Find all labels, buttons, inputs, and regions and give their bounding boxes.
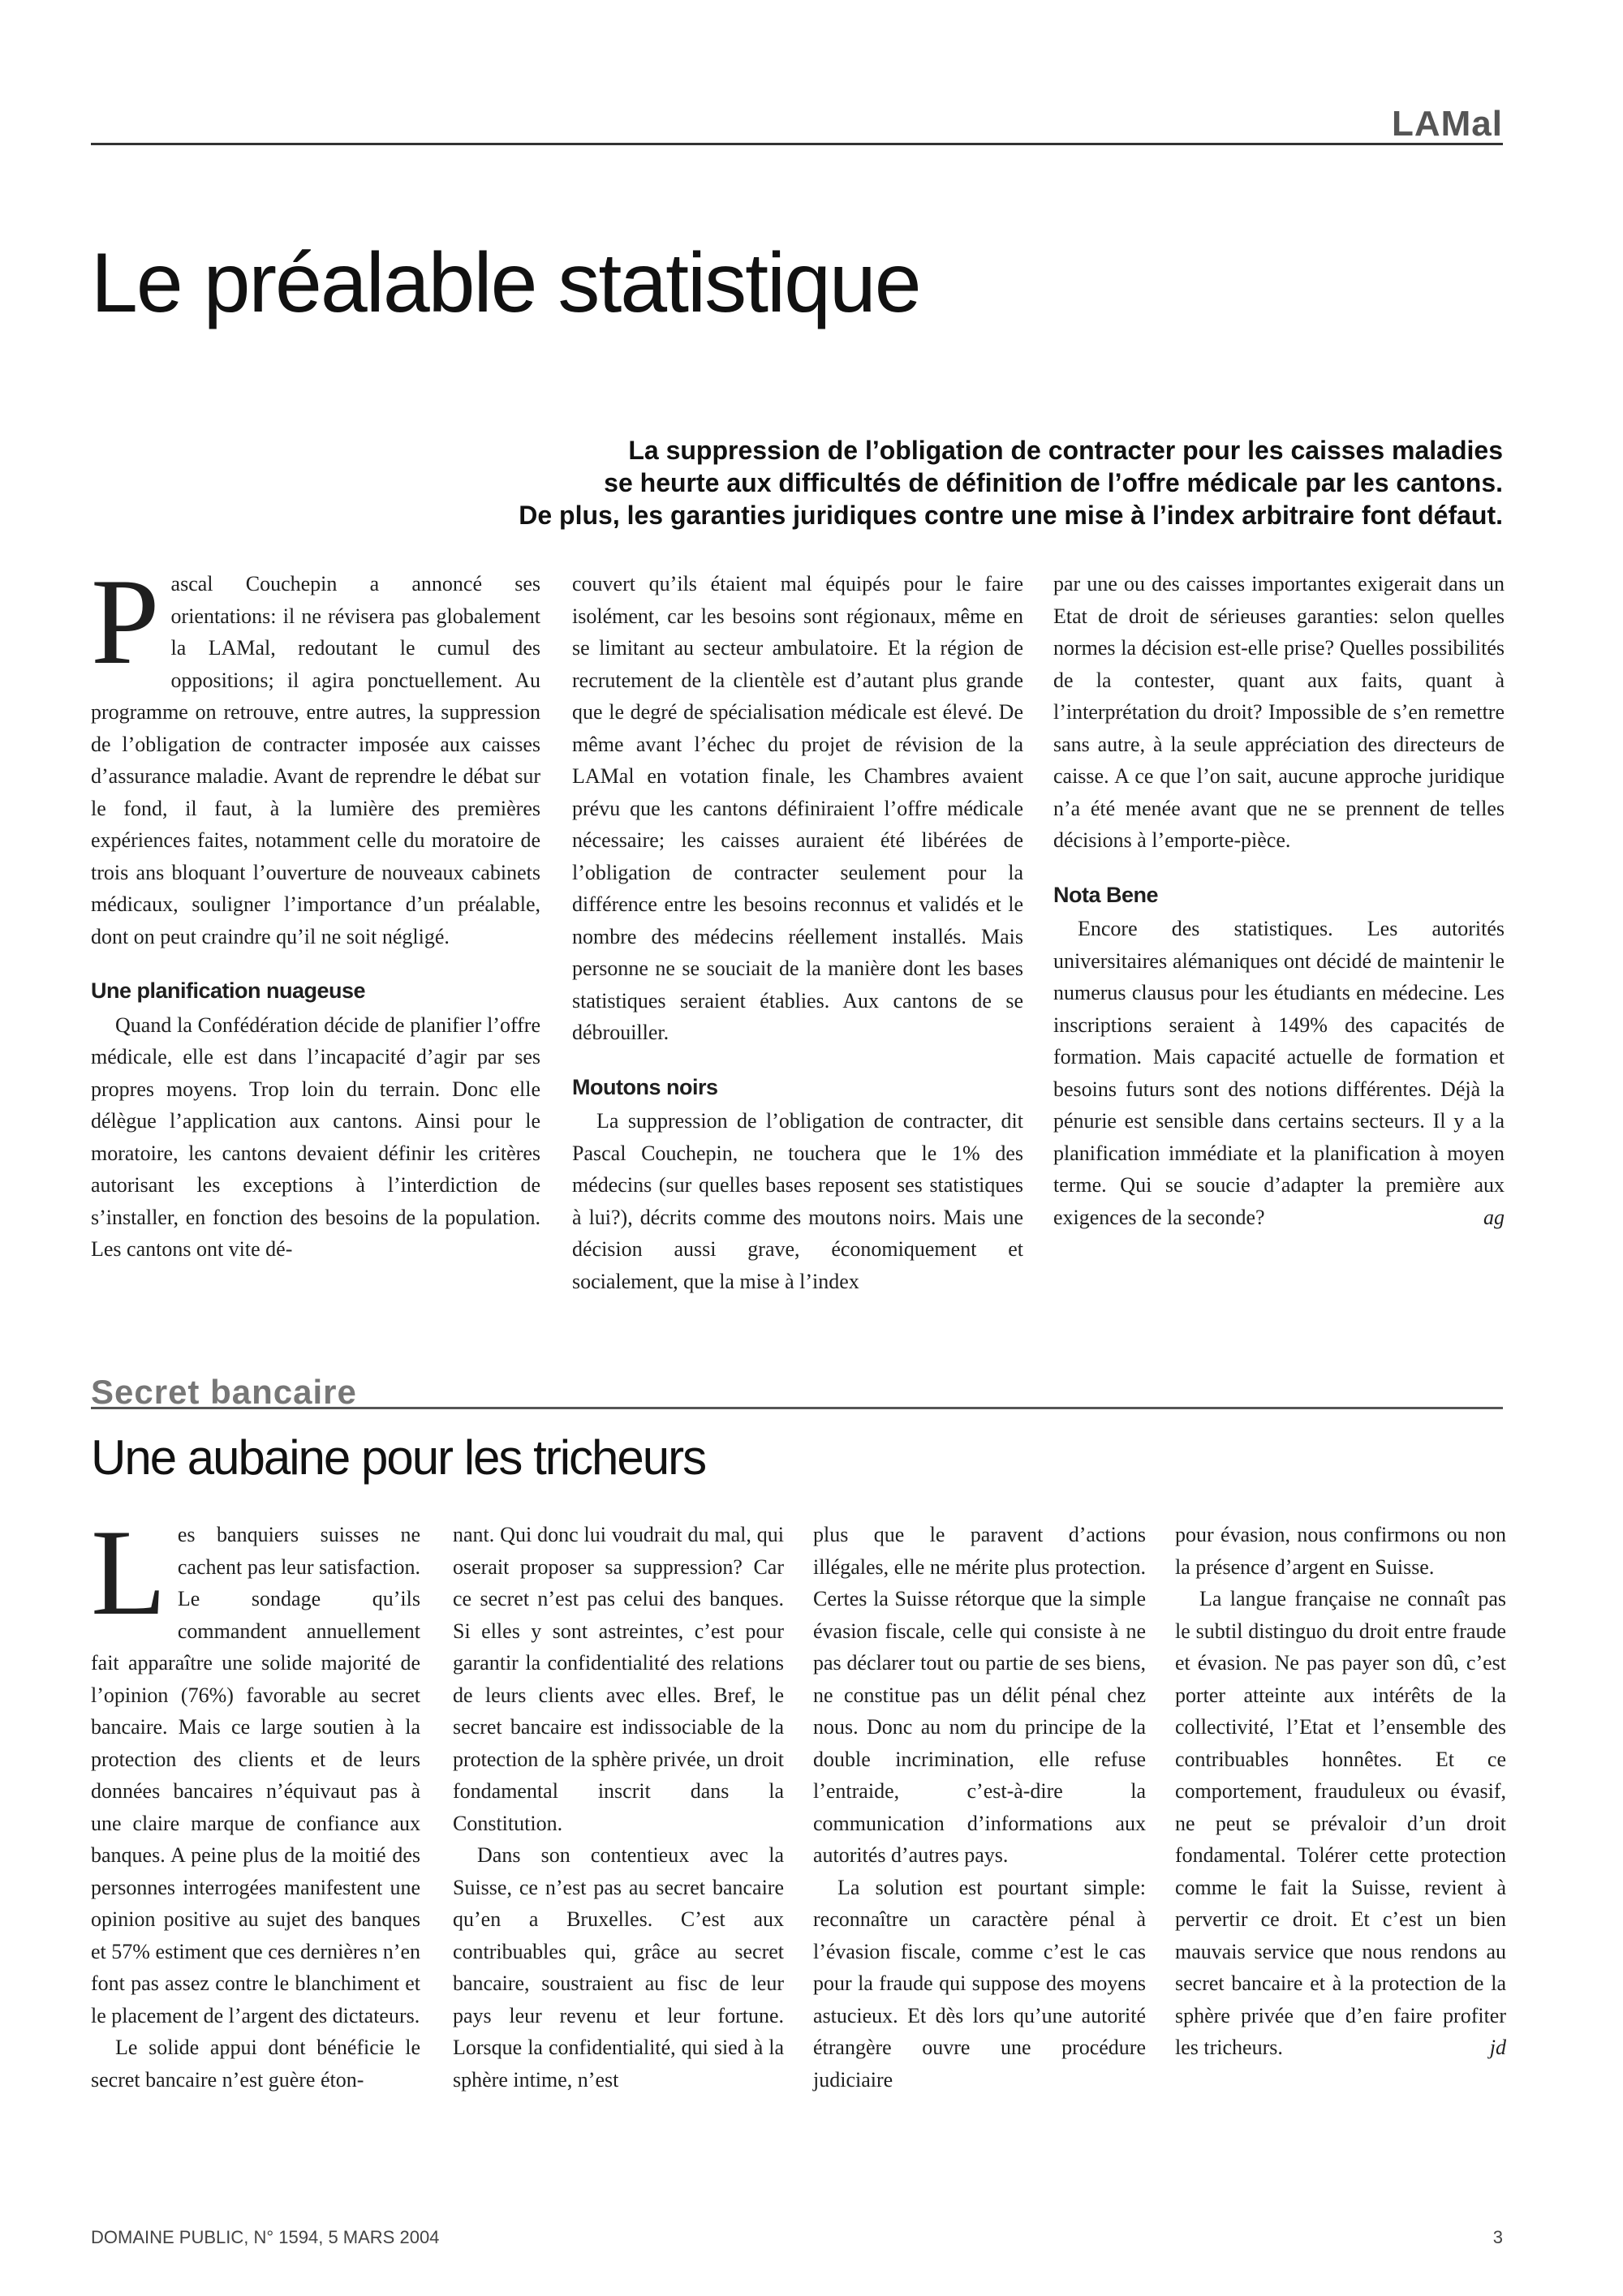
drop-cap: L — [91, 1504, 166, 1640]
paragraph: La solution est pourtant simple: reconnaître un caractère pénal à l’évasion fiscale, comme c’est le cas pour la fraude qui suppose des moyens astucieux. Et dès lors qu’une autorité étrangère ouvre une procédure judiciaire — [813, 1875, 1146, 2092]
paragraph: Les banquiers suisses ne cachent pas leur satisfaction. Le sondage qu’ils commandent annuellement fait apparaître une solide majorité de l’opinion (76%) favorable au secret bancaire. Mais ce large soutien à la protection des clients et de leurs données bancaires n’équivaut pas à une claire marque de confiance aux banques. A peine plus de la moitié des personnes interrogées manifestent une opinion positive au sujet des banques et 57% estiment que ces dernières n’en font pas assez contre le blanchiment et le placement de l’argent des dictateurs. — [91, 1504, 420, 2027]
lead-line: se heurte aux difficultés de définition de l’offre médicale par les cantons. — [604, 468, 1503, 497]
header-rule — [91, 143, 1503, 145]
paragraph: couvert qu’ils étaient mal équipés pour le faire isolément, car les besoins sont régionaux, même en se limitant au secteur ambulatoire. Et la région de recrutement de la clientèle est d’autant plus grande que le degré de spécialisation médicale est élevé. De même avant l’échec du projet de révision de la LAMal en votation finale, les Chambres avaient prévu que les cantons définiraient l’offre médicale nécessaire; les caisses auraient été libérées de l’obligation de contracter seulement pour la différence entre les besoins reconnus et validés et le nombre des médecins réellement installés. Mais personne ne se souciait de la manière dont les bases statistiques seraient établies. Aux cantons de se débrouiller. — [572, 572, 1023, 1044]
section-rule — [91, 1407, 1503, 1409]
article-title: Le préalable statistique — [91, 236, 920, 330]
paragraph: par une ou des caisses importantes exigerait dans un Etat de droit de sérieuses garanties: selon quelles normes la décision est-elle prise? Quelles possibilités de la contester, quant aux faits, quant à l’interprétation du droit? Impossible de s’en remettre sans autre, à la seule appréciation des directeurs de caisse. A ce que l’on sait, aucune approche juridique n’a été menée avant que ne se prennent de telles décisions à l’emporte-pièce. — [1053, 572, 1505, 852]
paragraph: Pascal Couchepin a annoncé ses orientations: il ne révisera pas globalement la LAMal, redoutant le cumul des oppositions; il agira ponctuellement. Au programme on retrouve, entre autres, la suppression de l’obligation de contracter imposée aux caisses d’assurance maladie. Avant de reprendre le débat sur le fond, il faut, à la lumière des premières expériences faites, notamment celle du moratoire de trois ans bloquant l’ouverture de nouveaux cabinets médicaux, souligner l’importance d’un préalable, dont on peut craindre qu’il ne soit négligé. — [91, 553, 540, 948]
article1-column-3 — [1053, 568, 1505, 1233]
author-signature: jd — [1489, 2036, 1506, 2059]
paragraph: Dans son contentieux avec la Suisse, ce n’est pas au secret bancaire qu’en a Bruxelles. C’est aux contribuables qui, grâce au secret bancaire, soustraient au fisc de leur pays leur revenu et leur fortune. Lorsque la confidentialité, qui sied à la sphère intime, n’est — [453, 1843, 784, 2092]
paragraph: nant. Qui donc lui voudrait du mal, qui oserait proposer sa suppression? Car ce secret n’est pas celui des banques. Si elles y sont astreintes, c’est pour garantir la confidentialité des relations de leurs clients avec elles. Bref, le secret bancaire est indissociable de la protection de la sphère privée, un droit fondamental inscrit dans la Constitution. — [453, 1523, 784, 1835]
paragraph: Encore des statistiques. Les autorités universitaires alémaniques ont décidé de maintenir le numerus clausus pour les étudiants en médecine. Les inscriptions seraient à 149% des capacités de formation. Mais capacité actuelle de formation et besoins futurs sont des notions différentes. Déjà la pénurie est sensible dans certains secteurs. Il y a la planification immédiate et la planification à moyen terme. Qui se soucie d’adapter la première aux exigences de la seconde? ag — [1053, 913, 1505, 1233]
paragraph: pour évasion, nous confirmons ou non la présence d’argent en Suisse. — [1175, 1523, 1506, 1579]
article2-column-3 — [813, 1519, 1146, 2096]
article2-kicker: Secret bancaire — [91, 1373, 357, 1411]
page-number: 3 — [1492, 2227, 1503, 2247]
lead-line: De plus, les garanties juridiques contre une mise à l’index arbitraire font défaut. — [519, 501, 1503, 530]
section-label: LAMal — [1392, 104, 1503, 144]
article-lead — [162, 434, 1503, 531]
subheading: Moutons noirs — [572, 1074, 718, 1099]
drop-cap: P — [91, 553, 160, 690]
subheading: Une planification nuageuse — [91, 978, 366, 1003]
article2-column-2 — [453, 1519, 784, 2096]
paragraph: plus que le paravent d’actions illégales, elle ne mérite plus protection. Certes la Suisse rétorque que la simple évasion fiscale, celle qui consiste à ne pas déclarer tout ou partie de ses biens, ne constitue pas un délit pénal chez nous. Donc au nom du principe de la double incrimination, elle refuse l’entraide, c’est-à-dire la communication d’informations aux autorités d’autres pays. — [813, 1523, 1146, 1867]
paragraph: Quand la Confédération décide de planifier l’offre médicale, elle est dans l’incapacité d’agir par ses propres moyens. Trop loin du terrain. Donc elle délègue l’application aux cantons. Ainsi pour le moratoire, les cantons devaient définir les critères autorisant les exceptions à l’interdiction de s’installer, en fonction des besoins de la population. Les cantons ont vite dé- — [91, 1013, 540, 1261]
paragraph: La langue française ne connaît pas le subtil distinguo du droit entre fraude et évasion. Ne pas payer son dû, c’est porter atteinte aux intérêts de la collectivité, l’Etat et l’ensemble des contribuables honnêtes. Et ce comportement, frauduleux ou évasif, ne peut se prévaloir d’un droit fondamental. Tolérer cette protection comme le fait la Suisse, revient à pervertir ce droit. Et c’est un bien mauvais service que nous rendons au secret bancaire et à la protection de la sphère privée que d’en faire profiter les tricheurs. jd — [1175, 1583, 1506, 2064]
article2-column-1 — [91, 1504, 420, 2096]
footer-publication: DOMAINE PUBLIC, N° 1594, 5 MARS 2004 — [91, 2227, 440, 2247]
article2-column-4 — [1175, 1519, 1506, 2064]
article2-title: Une aubaine pour les tricheurs — [91, 1430, 706, 1485]
author-signature: ag — [1483, 1205, 1505, 1229]
paragraph: La suppression de l’obligation de contracter, dit Pascal Couchepin, ne touchera que le 1% des médecins (sur quelles bases reposent ses statistiques à lui?), décrits comme des moutons noirs. Mais une décision aussi grave, économiquement et socialement, que la mise à l’index — [572, 1109, 1023, 1293]
article1-column-2 — [572, 568, 1023, 1297]
subheading: Nota Bene — [1053, 882, 1159, 907]
paragraph: Le solide appui dont bénéficie le secret bancaire n’est guère éton- — [91, 2036, 420, 2092]
lead-line: La suppression de l’obligation de contracter pour les caisses maladies — [628, 436, 1503, 465]
article1-column-1 — [91, 553, 540, 1266]
